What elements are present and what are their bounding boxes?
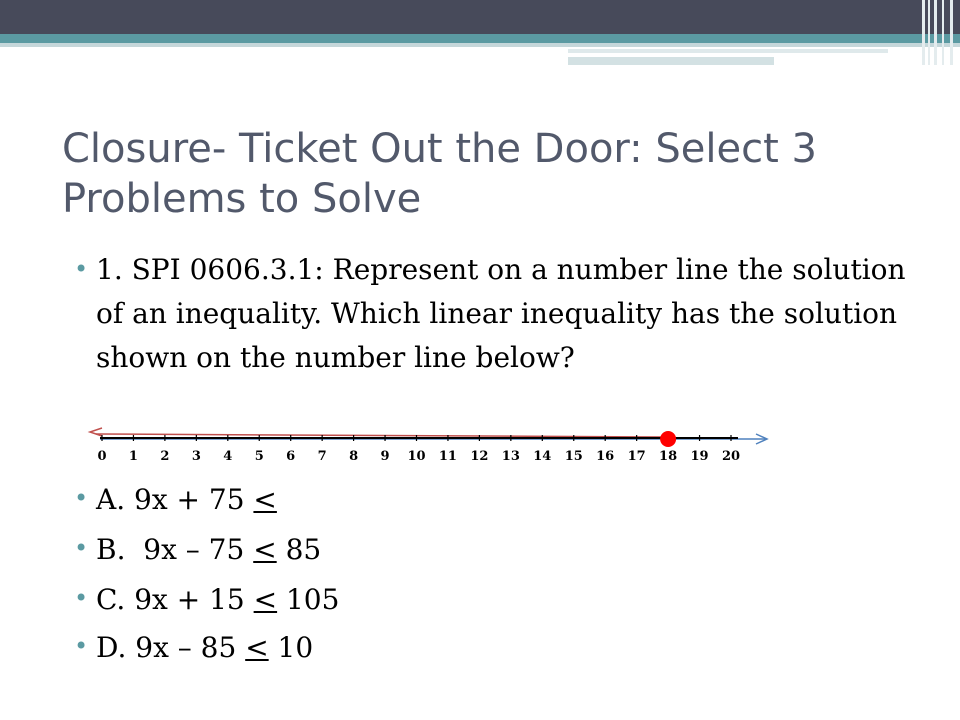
number-line-tick-label: 6 bbox=[286, 449, 296, 464]
choice-a bbox=[96, 480, 277, 520]
header-accent-band bbox=[0, 34, 960, 43]
number-line-tick-label: 2 bbox=[160, 449, 170, 464]
bullet-icon: • bbox=[74, 255, 89, 283]
choice-d-symbol: < bbox=[245, 631, 269, 664]
choice-c bbox=[96, 580, 339, 620]
solution-ray bbox=[96, 434, 668, 437]
header-accent-line bbox=[568, 49, 888, 53]
bullet-icon: • bbox=[74, 484, 89, 512]
number-line-tick-label: 15 bbox=[564, 449, 583, 464]
number-line-tick-label: 16 bbox=[596, 449, 615, 464]
number-line-tick-label: 3 bbox=[191, 449, 201, 464]
choice-b-rhs: 85 bbox=[276, 533, 322, 566]
choice-d-rhs: 10 bbox=[268, 631, 314, 664]
choice-c-text: C. 9x + 15 bbox=[96, 583, 254, 616]
number-line-tick-label: 11 bbox=[438, 449, 457, 464]
number-line-tick-label: 0 bbox=[97, 449, 107, 464]
header-bar bbox=[0, 0, 960, 34]
choice-a-text: A. 9x + 75 bbox=[96, 483, 254, 516]
number-line-tick-label: 7 bbox=[317, 449, 327, 464]
header-decoration bbox=[920, 0, 960, 65]
number-line bbox=[0, 420, 800, 470]
number-line-tick-label: 20 bbox=[721, 449, 741, 464]
number-line-tick-label: 4 bbox=[223, 449, 233, 464]
question-text: 1. SPI 0606.3.1: Represent on a number line the solution of an inequality. Which linear inequality has the solution shown on the number line below? bbox=[96, 253, 906, 374]
number-line-tick-label: 17 bbox=[627, 449, 646, 464]
choice-d-text: D. 9x – 85 bbox=[96, 631, 246, 664]
choice-b-text: B. 9x – 75 bbox=[96, 533, 254, 566]
number-line-tick-label: 5 bbox=[254, 449, 264, 464]
number-line-tick-label: 8 bbox=[349, 449, 359, 464]
number-line-tick-label: 1 bbox=[128, 449, 138, 464]
choice-d bbox=[96, 628, 313, 668]
number-line-tick-label: 10 bbox=[407, 449, 426, 464]
number-line-tick-label: 9 bbox=[380, 449, 390, 464]
marked-point bbox=[660, 431, 676, 447]
number-line-tick-label: 13 bbox=[501, 449, 520, 464]
number-line-tick-label: 18 bbox=[659, 449, 678, 464]
header-accent-line bbox=[568, 57, 774, 65]
number-line-tick-label: 14 bbox=[533, 449, 552, 464]
bullet-icon: • bbox=[74, 584, 89, 612]
header-light-band bbox=[0, 43, 960, 47]
choice-c-rhs: 105 bbox=[277, 583, 340, 616]
arrow-left-icon bbox=[90, 428, 102, 436]
choice-c-symbol: < bbox=[253, 583, 278, 616]
number-line-tick-label: 12 bbox=[470, 449, 489, 464]
bullet-icon: • bbox=[74, 632, 89, 660]
number-line-tick-label: 19 bbox=[690, 449, 709, 464]
choice-b bbox=[96, 530, 321, 570]
slide-title: Closure- Ticket Out the Door: Select 3 Problems to Solve bbox=[62, 126, 817, 222]
choice-b-symbol: < bbox=[253, 533, 277, 566]
choice-a-symbol: < bbox=[253, 483, 277, 516]
bullet-icon: • bbox=[74, 534, 89, 562]
